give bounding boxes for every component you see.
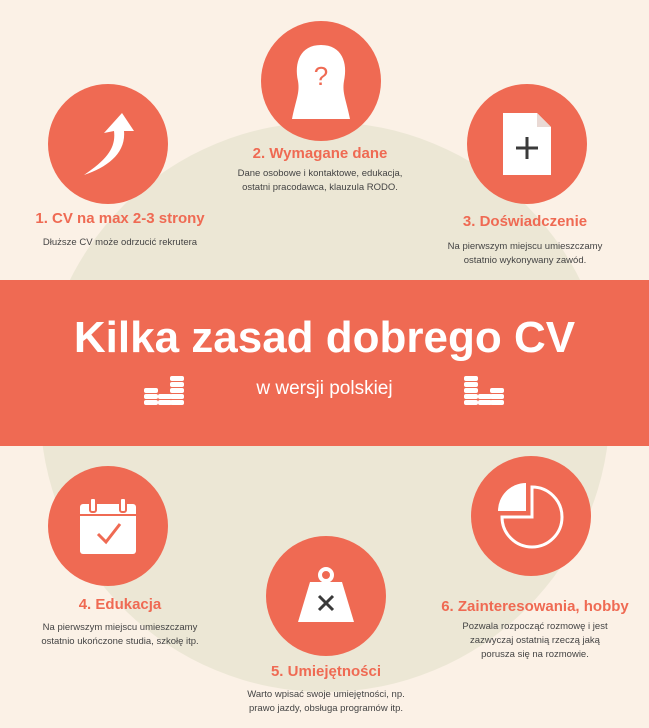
coins-icon xyxy=(142,372,186,412)
arrow-up-icon xyxy=(78,109,138,179)
item-2-heading: 2. Wymagane dane xyxy=(252,145,388,162)
item-6-heading: 6. Zainteresowania, hobby xyxy=(441,598,629,615)
item-1-desc: Dłuższe CV może odrzucić rekrutera xyxy=(42,237,198,248)
item-1-circle xyxy=(48,84,168,204)
page-title: Kilka zasad dobrego CV xyxy=(73,313,576,362)
item-3-heading: 3. Doświadczenie xyxy=(462,213,588,230)
item-4-circle xyxy=(48,466,168,586)
item-2-desc: Dane osobowe i kontaktowe, edukacja, ostatni pracodawca, klauzula RODO. xyxy=(237,168,403,193)
coins-icon-right xyxy=(462,372,506,412)
item-3-circle xyxy=(467,84,587,204)
item-2-circle xyxy=(261,21,381,141)
page-subtitle: w wersji polskiej xyxy=(256,378,393,399)
pie-chart-icon xyxy=(496,481,566,551)
title-banner xyxy=(0,280,649,446)
item-4-desc: Na pierwszym miejscu umieszczamy ostatnio ukończone studia, szkołę itp. xyxy=(41,622,199,647)
item-5-heading: 5. Umiejętności xyxy=(270,663,382,680)
svg-text:?: ? xyxy=(313,61,329,91)
document-plus-icon xyxy=(499,111,555,177)
item-5-desc: Warto wpisać swoje umiejętności, np. prawo jazdy, obsługa programów itp. xyxy=(247,689,405,714)
weight-x-icon xyxy=(294,566,358,626)
item-4-heading: 4. Edukacja xyxy=(78,596,162,613)
item-6-desc: Pozwala rozpocząć rozmowę i jest zazwyczaj ostatnią rzeczą jaką porusza się na rozmowie. xyxy=(462,621,608,660)
item-6-circle xyxy=(471,456,591,576)
item-5-circle xyxy=(266,536,386,656)
head-question-icon xyxy=(286,41,356,121)
calendar-check-icon xyxy=(76,494,140,558)
item-1-heading: 1. CV na max 2-3 strony xyxy=(35,210,205,227)
item-3-desc: Na pierwszym miejscu umieszczamy ostatnio wykonywany zawód. xyxy=(447,241,603,266)
